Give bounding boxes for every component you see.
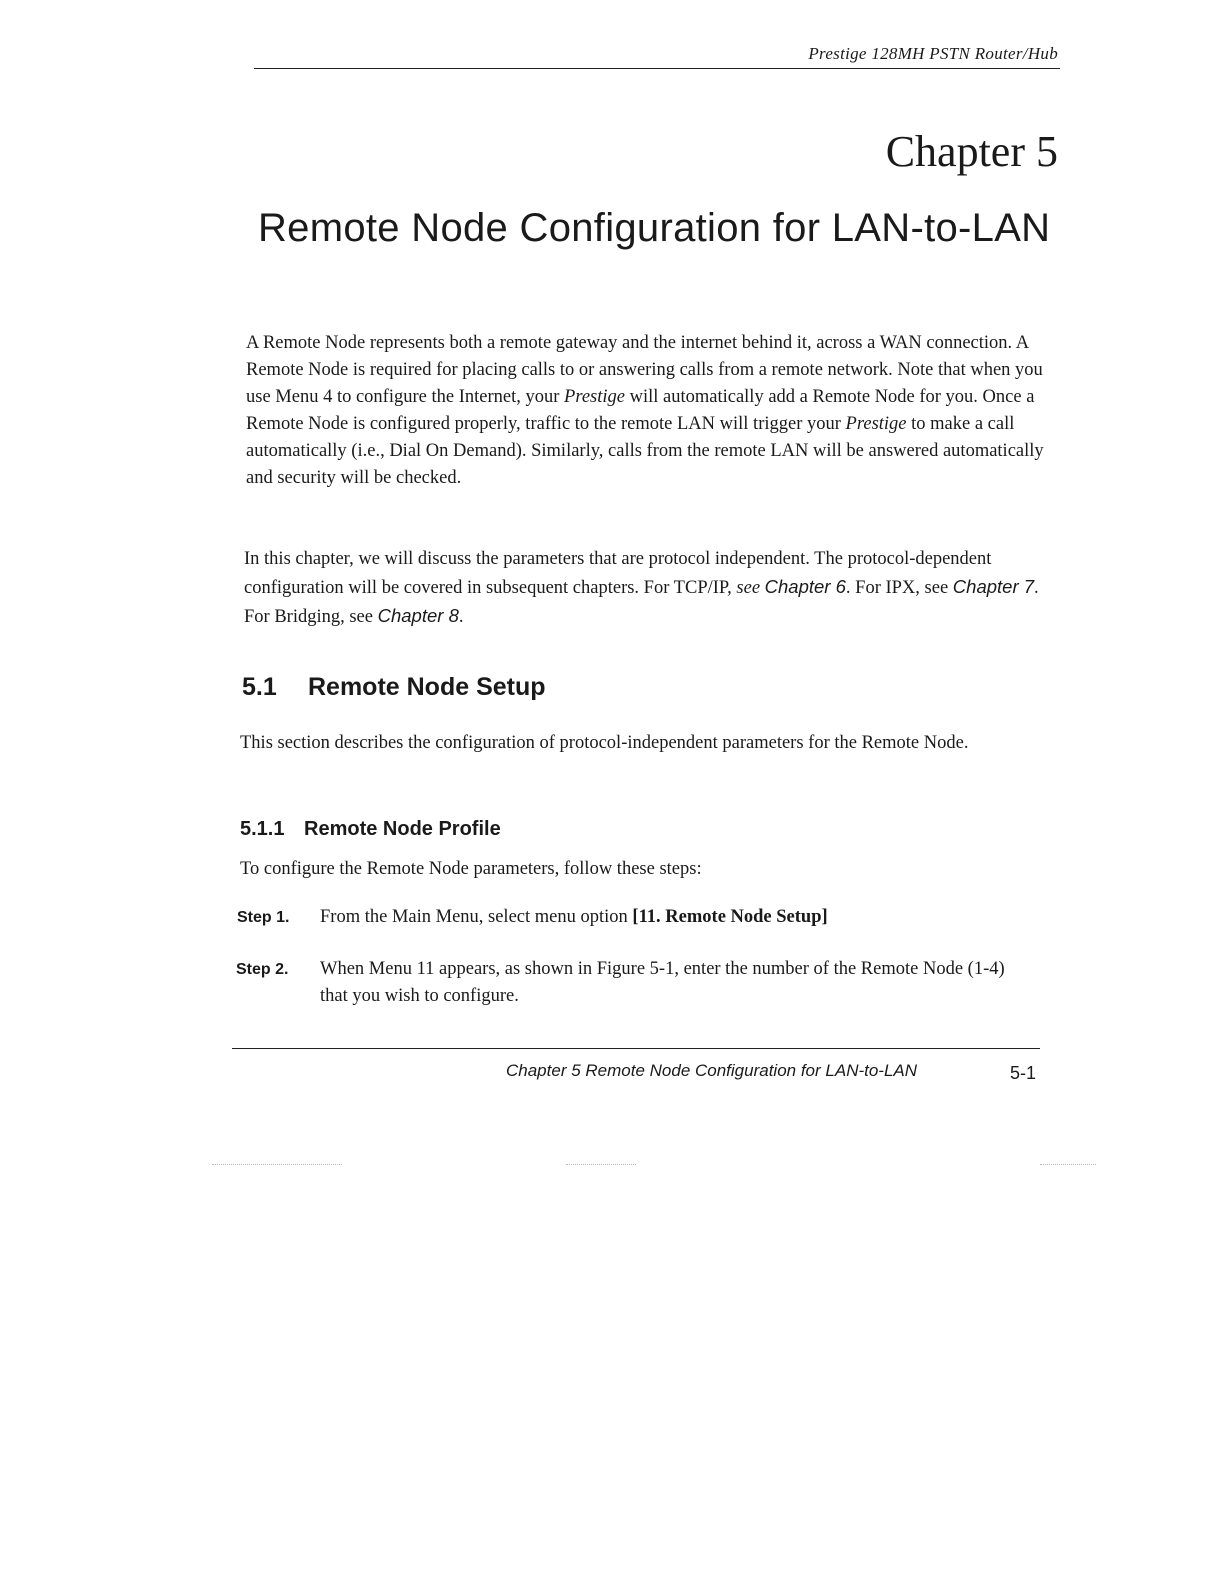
chapter-number: Chapter 5 xyxy=(885,127,1058,176)
page-number: 5-1 xyxy=(1009,1063,1036,1083)
intro-p2-text-2: . For IPX, see xyxy=(845,578,953,598)
section-number: 5.1 xyxy=(242,673,277,701)
page-footer xyxy=(232,1044,1040,1094)
chapter-title: Remote Node Configuration for LAN-to-LAN xyxy=(258,206,1051,250)
intro-paragraph-1 xyxy=(246,330,1046,492)
section-5-1-description: This section describes the configuration of protocol-independent parameters for the Remote Node. xyxy=(240,733,969,753)
step-1-menu-option: [11. Remote Node Setup] xyxy=(632,907,828,927)
section-5-1-1-heading xyxy=(240,816,501,842)
scan-artifact-right xyxy=(1040,1164,1096,1165)
subsection-number: 5.1.1 xyxy=(240,818,285,840)
section-5-1-1-intro: To configure the Remote Node parameters, follow these steps: xyxy=(240,859,702,879)
footer-rule xyxy=(232,1048,1040,1049)
subsection-title: Remote Node Profile xyxy=(304,818,501,840)
section-title: Remote Node Setup xyxy=(308,673,546,701)
step-1-label: Step 1. xyxy=(237,909,290,926)
intro-p2-text-4: . xyxy=(458,607,464,627)
running-header xyxy=(254,44,1060,70)
chapter-7-reference: Chapter 7 xyxy=(952,576,1035,597)
intro-paragraph-2 xyxy=(244,546,1044,631)
intro-p2-see-word: see xyxy=(736,578,761,598)
intro-p1-text-2: will automatically add a Remote Node for you. Once a Remote Node is configured properly, traffic to the remote LAN will trigger your xyxy=(246,387,1035,434)
step-1-text xyxy=(320,904,1036,931)
scan-artifact-left xyxy=(212,1164,342,1165)
step-1-text-before: From the Main Menu, select menu option xyxy=(320,907,633,927)
step-2-label: Step 2. xyxy=(236,961,289,978)
intro-p1-text-3: to make a call automatically (i.e., Dial On Demand). Similarly, calls from the remote LAN will be answered automatically and security will be checked. xyxy=(246,414,1044,488)
chapter-8-reference: Chapter 8 xyxy=(377,605,459,626)
footer-chapter-title: Chapter 5 Remote Node Configuration for LAN-to-LAN xyxy=(506,1061,918,1080)
intro-p1-product-name-1: Prestige xyxy=(564,387,625,407)
intro-p1-text-1: A Remote Node represents both a remote gateway and the internet behind it, across a WAN connection. A Remote Node is required for placing calls to or answering calls from a remote network. Note that when you use Menu 4 to configure the Internet, your xyxy=(246,333,1043,407)
section-5-1-heading xyxy=(242,672,546,702)
intro-p2-text-3: . For Bridging, see xyxy=(244,578,1039,627)
intro-p2-text-1: In this chapter, we will discuss the parameters that are protocol independent. The protocol-dependent configuration will be covered in subsequent chapters. For TCP/IP, xyxy=(244,549,992,598)
intro-p1-product-name-2: Prestige xyxy=(845,414,907,434)
running-header-title: Prestige 128MH PSTN Router/Hub xyxy=(808,44,1058,63)
header-rule xyxy=(254,68,1060,69)
chapter-6-reference: Chapter 6 xyxy=(764,576,846,597)
step-2-text: When Menu 11 appears, as shown in Figure 5-1, enter the number of the Remote Node (1-4) that you wish to configure. xyxy=(320,959,1005,1006)
scan-artifact-center xyxy=(566,1164,636,1165)
